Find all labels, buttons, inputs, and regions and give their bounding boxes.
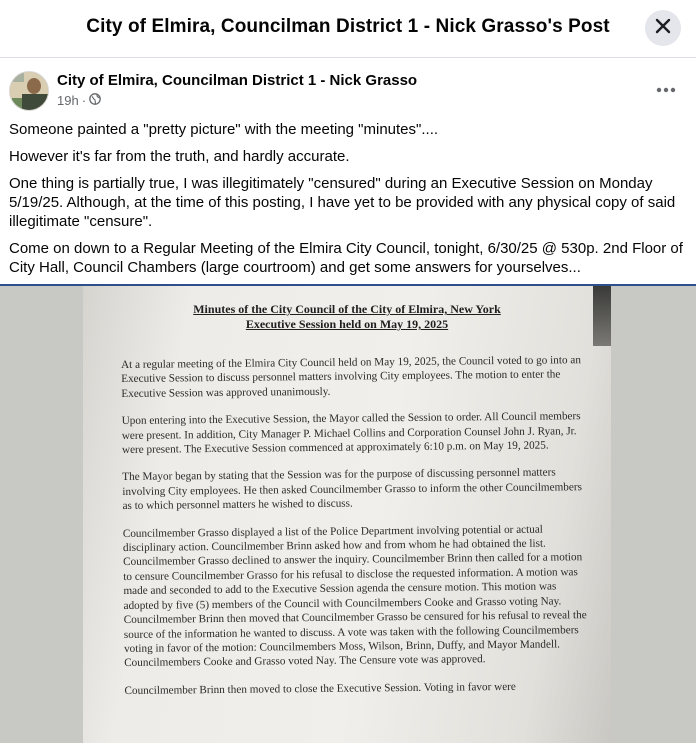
document-paragraph: Councilmember Brinn then moved to close the Executive Session. Voting in favor were [124,680,516,697]
post-text [9,120,689,285]
more-horizontal-icon [656,80,676,98]
dialog-header [0,0,696,58]
post-meta [57,93,101,108]
document-title: Minutes of the City Council of the City of Elmira, New York [193,302,501,316]
document-paragraph: Councilmember Grasso displayed a list of the Police Department involving potential or actual disciplinary action. Councilmember Brinn asked how and from whom he had obtained the list. Councilmember Grasso declined to answer the inquiry. Councilmember Brinn then called for a motion to censure Councilmember Grasso for his refusal to disclose the requested information. A motion was made and seconded to add to the Executive Session agenda the censure motion. This motion was adopted by five (5) members of the Council with Councilmembers Cooke and Grasso voting Nay. Councilmember Brinn then moved that Councilmember Grasso be censured for his refusal to reveal the source of the information he wanted to discuss. A vote was taken with the following Councilmembers voting in favor of the motion: Councilmembers Moss, Wilson, Brinn, Duffy, and Mayor Mandell. Councilmembers Cooke and Grasso voted Nay. The Censure vote was approved. [122,523,587,670]
post-paragraph: However it's far from the truth, and hardly accurate. [9,148,350,165]
document-body [121,353,591,711]
post-paragraph: Someone painted a "pretty picture" with the meeting "minutes".... [9,121,439,138]
dialog-title: City of Elmira, Councilman District 1 - Nick Grasso's Post [86,16,610,37]
post-photo[interactable] [0,284,696,743]
more-options-button[interactable] [649,77,683,101]
document-paragraph: At a regular meeting of the Elmira City Council held on May 19, 2025, the Council voted to go into an Executive Session to discuss personnel matters involving City employees. The motion to enter the Executive Session was approved unanimously. [121,354,581,400]
close-button[interactable] [645,10,681,46]
document-paragraph: Upon entering into the Executive Session, the Mayor called the Session to order. All Council members were present. In addition, City Manager P. Michael Collins and Corporation Counsel John J. Ryan, Jr. were present. The Executive Session commenced at approximately 6:10 p.m. on May 19, 2025. [121,410,581,457]
document-subtitle: Executive Session held on May 19, 2025 [245,317,449,331]
post-author[interactable]: City of Elmira, Councilman District 1 - Nick Grasso [57,72,418,89]
post-paragraph: One thing is partially true, I was illegitimately "censured" during an Executive Session on Monday 5/19/25. Although, at the time of this posting, I have yet to be provided with any physical copy of said illegitimate "censure". [9,175,676,230]
close-icon [655,18,671,39]
globe-icon [89,93,101,108]
document-paragraph: The Mayor began by stating that the Session was for the purpose of discussing personnel matters involving City employees. He then asked Councilmember Grasso to inform the other Councilmembers as to which personnel matters he wished to discuss. [122,466,582,513]
post-time[interactable]: 19h [57,93,79,108]
meta-separator: · [81,93,87,108]
post-paragraph: Come on down to a Regular Meeting of the Elmira City Council, tonight, 6/30/25 @ 530p. 2nd Floor of City Hall, Council Chambers (large courtroom) and get some answers for yourselves... [9,240,683,276]
post-header [9,71,689,111]
avatar[interactable] [9,71,49,111]
minutes-document [83,286,611,743]
